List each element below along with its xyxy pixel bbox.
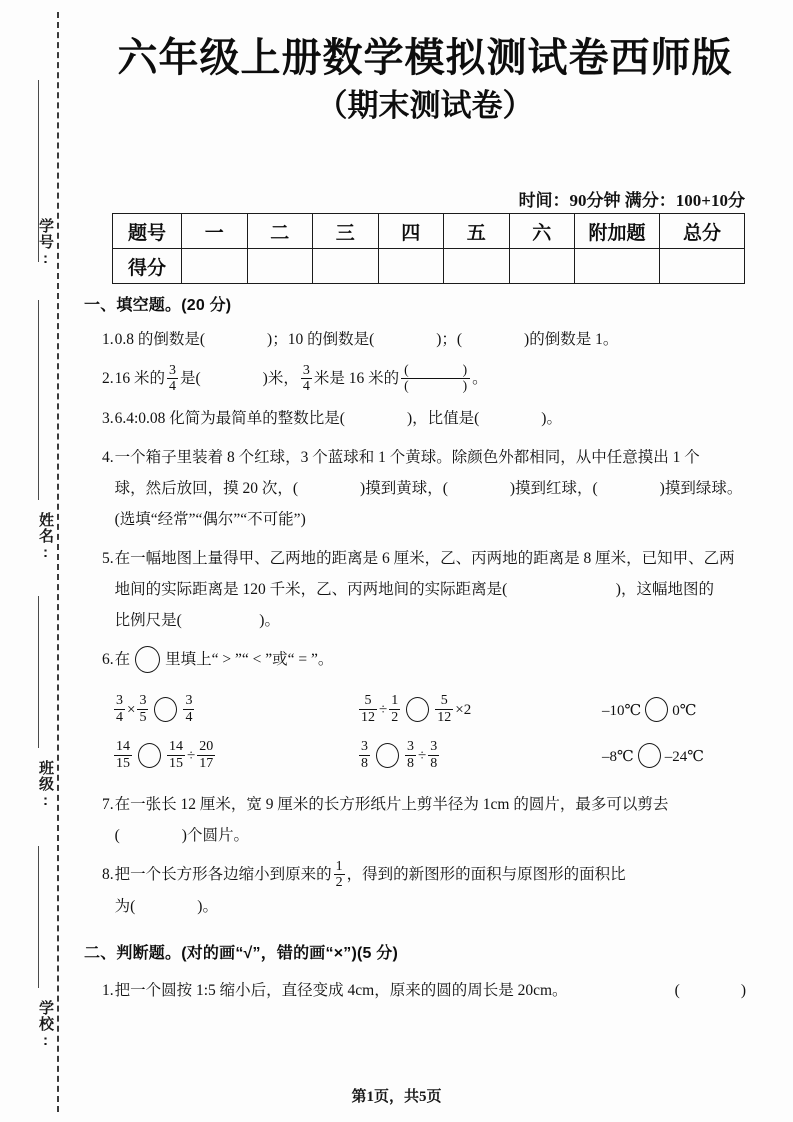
col-header-total: 总分 [660, 214, 745, 249]
question-number: 7. [102, 796, 114, 814]
exam-meta-info: 时间：90分钟 满分：100+10分 [518, 191, 745, 210]
fold-dashed-line [57, 12, 59, 1112]
score-cell-5[interactable] [444, 249, 510, 284]
operator-divide: ÷ [187, 747, 196, 764]
question-number: 1. [102, 982, 114, 1000]
question-1-7 [84, 789, 756, 851]
question-1-1 [84, 324, 756, 355]
question-text-post: 。 [472, 370, 488, 387]
comparison-item-5 [357, 733, 602, 779]
operator-divide: ÷ [379, 701, 388, 718]
comparison-grid [112, 687, 756, 779]
fraction-one-half: $\frac{1}{2}$ [335, 858, 343, 890]
exam-body [84, 292, 756, 1014]
margin-label-school: 学校: [37, 1000, 54, 1050]
question-1-5 [84, 543, 756, 636]
score-cell-total[interactable] [660, 249, 745, 284]
question-text-line1: 一个箱子里装着 8 个红球，3 个蓝球和 1 个黄球。除颜色外都相同，从中任意摸出 1 个 [114, 449, 700, 467]
comparison-circle-icon[interactable] [638, 743, 661, 768]
page-title: 六年级上册数学模拟测试卷西师版 [117, 35, 733, 80]
temperature-right: –24℃ [664, 748, 705, 765]
question-1-2 [84, 363, 756, 395]
answer-fraction-blank[interactable]: $\frac{( )}{( )}$ [401, 363, 470, 393]
question-text-line1 [115, 859, 756, 891]
score-cell-4[interactable] [378, 249, 444, 284]
question-1-4 [84, 442, 756, 535]
score-cell-bonus[interactable] [575, 249, 660, 284]
question-number: 4. [102, 449, 114, 467]
col-header-4: 四 [378, 214, 444, 249]
question-1-6 [84, 644, 756, 675]
page-footer: 第1页，共5页 [351, 1089, 442, 1105]
comparison-circle-icon[interactable] [154, 697, 177, 722]
fraction-left-num: $\frac{3}{4}$ [116, 693, 123, 725]
question-text-line1: 在一幅地图上量得甲、乙两地的距离是 6 厘米，乙、丙两地的距离是 8 厘米，已知甲、乙两 [114, 550, 735, 568]
fraction-right: $\frac{3}{4}$ [185, 693, 193, 725]
fraction-three-quarters-b: $\frac{3}{4}$ [302, 362, 310, 394]
question-text-line2: 为( )。 [114, 898, 218, 916]
margin-label-student-id: 学号: [37, 218, 54, 268]
question-1-8 [84, 859, 756, 922]
margin-rule-2 [38, 300, 39, 500]
comparison-item-4 [112, 733, 357, 779]
question-text-pre: 16 米的 [114, 370, 166, 387]
margin-label-class: 班级: [37, 760, 54, 810]
question-text-line2: 球，然后放回，摸 20 次，( )摸到黄球，( )摸到红球，( )摸到绿球。 [114, 480, 743, 498]
col-header-bonus: 附加题 [575, 214, 660, 249]
margin-rule-4 [38, 846, 39, 988]
fraction-left-num2: $\frac{3}{5}$ [139, 693, 147, 725]
question-number: 1. [102, 331, 114, 348]
fraction-right-num2: $\frac{20}{17}$ [199, 739, 214, 771]
question-2-1 [84, 975, 756, 1006]
temperature-right: 0℃ [672, 702, 697, 719]
question-text: 把一个圆按 1:5 缩小后，直径变成 4cm，原来的圆的周长是 20cm。 [114, 982, 568, 1000]
answer-blank-parentheses[interactable]: ( ) [674, 982, 756, 1000]
question-text-line1: 在一张长 12 厘米，宽 9 厘米的长方形纸片上剪半径为 1cm 的圆片，最多可以剪去 [114, 796, 669, 814]
comparison-item-6 [602, 733, 756, 779]
question-text-line2: ( )个圆片。 [114, 827, 249, 845]
fraction-right-num: $\frac{14}{15}$ [169, 739, 183, 771]
comparison-item-1 [112, 687, 357, 733]
comparison-circle-icon[interactable] [138, 743, 161, 768]
question-prompt-post: 里填上“ > ”“ < ”或“ = ”。 [165, 651, 334, 669]
score-cell-6[interactable] [509, 249, 575, 284]
question-number: 5. [102, 550, 114, 568]
question-number: 6. [102, 651, 114, 669]
table-row-header [113, 214, 745, 249]
row-label-question-no: 题号 [113, 214, 182, 249]
section-heading-true-false: 二、判断题。(对的画“√”，错的画“×”)(5 分) [84, 945, 398, 963]
col-header-1: 一 [182, 214, 248, 249]
score-table [112, 213, 745, 284]
temperature-left: –8℃ [602, 748, 634, 765]
comparison-item-2 [357, 687, 602, 733]
question-number: 2. [102, 370, 114, 387]
score-cell-1[interactable] [182, 249, 248, 284]
section-heading-fill-blanks: 一、填空题。(20 分) [84, 297, 232, 314]
fraction-left: $\frac{14}{15}$ [116, 739, 130, 771]
comparison-circle-icon[interactable] [406, 697, 429, 722]
comparison-circle-icon[interactable] [645, 697, 668, 722]
question-number: 8. [102, 866, 114, 884]
comparison-circle-icon[interactable] [135, 646, 160, 673]
title-block [70, 34, 780, 129]
score-cell-2[interactable] [247, 249, 313, 284]
fraction-left: $\frac{3}{8}$ [361, 739, 368, 771]
fraction-right-num2: $\frac{3}{8}$ [430, 739, 438, 771]
col-header-6: 六 [509, 214, 575, 249]
fraction-left-num: $\frac{5}{12}$ [361, 693, 375, 725]
margin-rule-3 [38, 596, 39, 748]
question-text-pre: 把一个长方形各边缩小到原来的 [114, 866, 332, 884]
fraction-right-num: $\frac{3}{8}$ [407, 739, 414, 771]
question-hint: (选填“经常”“偶尔”“不可能”) [114, 511, 306, 529]
page-subtitle: （期末测试卷） [316, 87, 534, 123]
question-text-line3: 比例尺是( )。 [114, 612, 280, 630]
question-number: 3. [102, 410, 114, 428]
question-1-3 [84, 403, 756, 434]
comparison-circle-icon[interactable] [376, 743, 399, 768]
col-header-5: 五 [444, 214, 510, 249]
operator-times: × [127, 701, 136, 718]
col-header-3: 三 [313, 214, 379, 249]
score-cell-3[interactable] [313, 249, 379, 284]
question-text: 6.4:0.08 化简为最简单的整数比是( )，比值是( )。 [114, 410, 562, 428]
comparison-item-3 [602, 687, 756, 733]
row-label-score: 得分 [113, 249, 182, 284]
temperature-left: –10℃ [602, 702, 642, 719]
table-row-scores [113, 249, 745, 284]
question-text: 0.8 的倒数是( )；10 的倒数是( )；( )的倒数是 1。 [114, 331, 619, 348]
operator-divide: ÷ [418, 747, 427, 764]
fraction-three-quarters-a: $\frac{3}{4}$ [169, 362, 177, 394]
col-header-2: 二 [247, 214, 313, 249]
question-text-post: ，得到的新图形的面积与原图形的面积比 [346, 866, 626, 884]
question-prompt-pre: 在 [114, 651, 131, 669]
margin-label-name: 姓名: [37, 512, 54, 562]
question-text-mid2: 米是 16 米的 [313, 370, 400, 387]
question-text-line2: 地间的实际距离是 120 千米，乙、丙两地间的实际距离是( )，这幅地图的 [114, 581, 714, 599]
question-text-mid1: 是( )米， [180, 370, 299, 387]
fraction-right: $\frac{5}{12}$ [437, 693, 452, 725]
fraction-left-num2: $\frac{1}{2}$ [391, 693, 399, 725]
operator-times-two: ×2 [455, 701, 472, 718]
